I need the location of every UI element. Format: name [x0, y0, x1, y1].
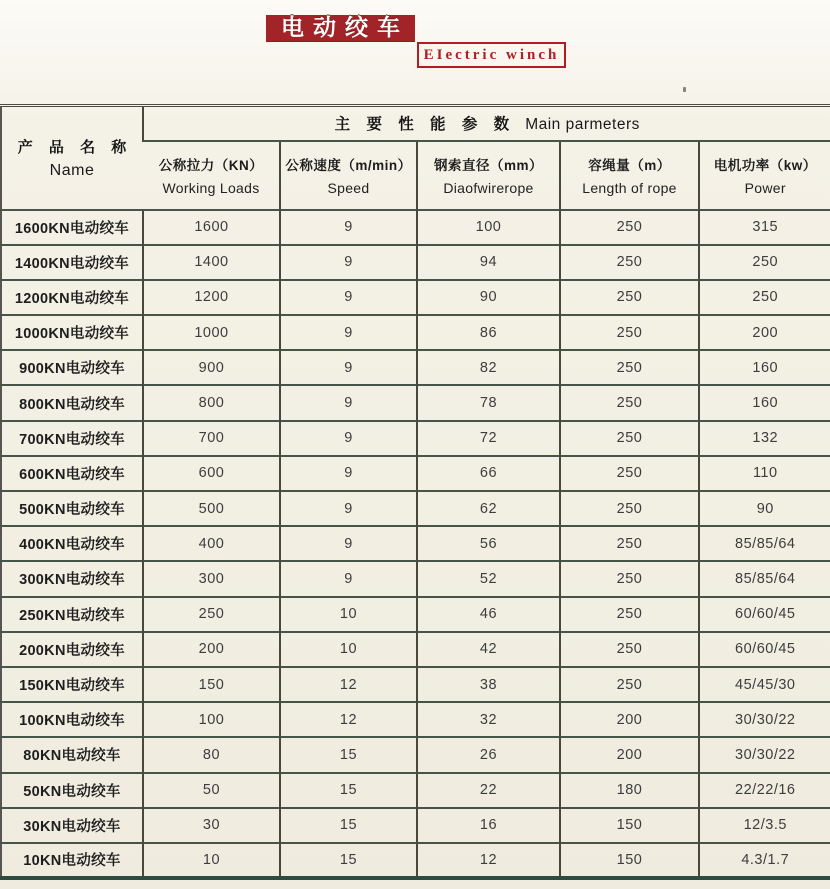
- product-name-cell: 1200KN电动绞车: [1, 280, 143, 315]
- value-cell: 45/45/30: [699, 667, 830, 702]
- value-cell: 12/3.5: [699, 808, 830, 843]
- value-cell: 9: [280, 561, 417, 596]
- table-row: [1, 350, 830, 385]
- value-cell: 9: [280, 385, 417, 420]
- value-cell: 250: [560, 456, 699, 491]
- value-cell: 1000: [143, 315, 280, 350]
- value-cell: 600: [143, 456, 280, 491]
- col-en-wire-diameter: Diaofwirerope: [443, 180, 534, 196]
- product-name-cell: 600KN电动绞车: [1, 456, 143, 491]
- table-header: [1, 106, 830, 210]
- table-row: [1, 210, 830, 245]
- table-row: [1, 773, 830, 808]
- value-cell: 1600: [143, 210, 280, 245]
- product-name-cell: 900KN电动绞车: [1, 350, 143, 385]
- table-row: [1, 456, 830, 491]
- name-header-zh: 产 品 名 称: [17, 138, 133, 156]
- value-cell: 9: [280, 315, 417, 350]
- product-name-cell: 300KN电动绞车: [1, 561, 143, 596]
- value-cell: 250: [560, 632, 699, 667]
- product-name-cell: 1600KN电动绞车: [1, 210, 143, 245]
- table-row: [1, 491, 830, 526]
- subtitle-box: [417, 42, 566, 68]
- value-cell: 30/30/22: [699, 702, 830, 737]
- value-cell: 100: [143, 702, 280, 737]
- table-row: [1, 843, 830, 878]
- column-header-speed: [280, 141, 417, 210]
- value-cell: 32: [417, 702, 560, 737]
- table-row: [1, 526, 830, 561]
- col-en-working-loads: Working Loads: [162, 180, 260, 196]
- value-cell: 1400: [143, 245, 280, 280]
- value-cell: 66: [417, 456, 560, 491]
- value-cell: 250: [560, 210, 699, 245]
- value-cell: 250: [560, 667, 699, 702]
- name-header-en: Name: [49, 161, 95, 179]
- value-cell: 150: [143, 667, 280, 702]
- value-cell: 22/22/16: [699, 773, 830, 808]
- product-name-cell: 400KN电动绞车: [1, 526, 143, 561]
- table-row: [1, 597, 830, 632]
- col-zh-power: 电机功率（kw）: [713, 158, 817, 173]
- value-cell: 85/85/64: [699, 526, 830, 561]
- value-cell: 90: [417, 280, 560, 315]
- column-header-working-loads: [143, 141, 280, 210]
- value-cell: 110: [699, 456, 830, 491]
- value-cell: 500: [143, 491, 280, 526]
- value-cell: 10: [280, 597, 417, 632]
- col-en-power: Power: [744, 180, 786, 196]
- value-cell: 26: [417, 737, 560, 772]
- value-cell: 160: [699, 385, 830, 420]
- value-cell: 100: [417, 210, 560, 245]
- col-en-speed: Speed: [327, 180, 370, 196]
- value-cell: 1200: [143, 280, 280, 315]
- table-row: [1, 280, 830, 315]
- value-cell: 78: [417, 385, 560, 420]
- value-cell: 250: [560, 315, 699, 350]
- value-cell: 52: [417, 561, 560, 596]
- value-cell: 400: [143, 526, 280, 561]
- value-cell: 9: [280, 526, 417, 561]
- value-cell: 30/30/22: [699, 737, 830, 772]
- column-header-wire-diameter: [417, 141, 560, 210]
- product-name-cell: 800KN电动绞车: [1, 385, 143, 420]
- value-cell: 250: [143, 597, 280, 632]
- value-cell: 60/60/45: [699, 632, 830, 667]
- value-cell: 200: [560, 702, 699, 737]
- title-banner: [266, 15, 415, 41]
- value-cell: 300: [143, 561, 280, 596]
- column-header-rope-length: [560, 141, 699, 210]
- value-cell: 15: [280, 843, 417, 878]
- value-cell: 85/85/64: [699, 561, 830, 596]
- value-cell: 46: [417, 597, 560, 632]
- value-cell: 22: [417, 773, 560, 808]
- value-cell: 250: [699, 280, 830, 315]
- value-cell: 250: [560, 561, 699, 596]
- value-cell: 250: [560, 526, 699, 561]
- value-cell: 56: [417, 526, 560, 561]
- value-cell: 9: [280, 210, 417, 245]
- value-cell: 90: [699, 491, 830, 526]
- value-cell: 9: [280, 245, 417, 280]
- value-cell: 200: [143, 632, 280, 667]
- value-cell: 12: [417, 843, 560, 878]
- product-name-cell: 200KN电动绞车: [1, 632, 143, 667]
- value-cell: 9: [280, 350, 417, 385]
- table-row: [1, 245, 830, 280]
- value-cell: 250: [699, 245, 830, 280]
- spec-table: [0, 104, 830, 880]
- product-name-cell: 50KN电动绞车: [1, 773, 143, 808]
- main-header-row: [1, 106, 830, 141]
- product-name-cell: 100KN电动绞车: [1, 702, 143, 737]
- product-name-cell: 500KN电动绞车: [1, 491, 143, 526]
- value-cell: 4.3/1.7: [699, 843, 830, 878]
- value-cell: 160: [699, 350, 830, 385]
- value-cell: 9: [280, 456, 417, 491]
- value-cell: 9: [280, 421, 417, 456]
- value-cell: 42: [417, 632, 560, 667]
- value-cell: 250: [560, 350, 699, 385]
- col-zh-rope-length: 容绳量（m）: [588, 158, 671, 173]
- value-cell: 200: [699, 315, 830, 350]
- table-row: [1, 421, 830, 456]
- product-name-cell: 700KN电动绞车: [1, 421, 143, 456]
- table-row: [1, 667, 830, 702]
- value-cell: 38: [417, 667, 560, 702]
- table-row: [1, 315, 830, 350]
- main-header-zh: 主 要 性 能 参 数: [334, 116, 516, 134]
- product-name-cell: 30KN电动绞车: [1, 808, 143, 843]
- value-cell: 15: [280, 808, 417, 843]
- col-zh-wire-diameter: 钢索直径（mm）: [433, 158, 543, 173]
- value-cell: 315: [699, 210, 830, 245]
- name-column-header: [1, 106, 143, 210]
- value-cell: 200: [560, 737, 699, 772]
- value-cell: 150: [560, 808, 699, 843]
- value-cell: 15: [280, 773, 417, 808]
- table-row: [1, 737, 830, 772]
- col-zh-speed: 公称速度（m/min）: [285, 158, 412, 173]
- table-row: [1, 561, 830, 596]
- product-name-cell: 1400KN电动绞车: [1, 245, 143, 280]
- table-row: [1, 632, 830, 667]
- table-row: [1, 385, 830, 420]
- value-cell: 15: [280, 737, 417, 772]
- table-body: [1, 210, 830, 879]
- value-cell: 700: [143, 421, 280, 456]
- main-parameters-header: [143, 106, 830, 141]
- value-cell: 180: [560, 773, 699, 808]
- column-header-power: [699, 141, 830, 210]
- value-cell: 150: [560, 843, 699, 878]
- value-cell: 50: [143, 773, 280, 808]
- value-cell: 250: [560, 491, 699, 526]
- product-name-cell: 80KN电动绞车: [1, 737, 143, 772]
- col-en-rope-length: Length of rope: [582, 180, 677, 196]
- value-cell: 250: [560, 597, 699, 632]
- value-cell: 250: [560, 280, 699, 315]
- main-header-en: Main parmeters: [525, 116, 640, 134]
- value-cell: 60/60/45: [699, 597, 830, 632]
- value-cell: 12: [280, 702, 417, 737]
- value-cell: 12: [280, 667, 417, 702]
- col-zh-working-loads: 公称拉力（KN）: [158, 158, 264, 173]
- table-row: [1, 702, 830, 737]
- value-cell: 9: [280, 491, 417, 526]
- value-cell: 132: [699, 421, 830, 456]
- value-cell: 30: [143, 808, 280, 843]
- value-cell: 94: [417, 245, 560, 280]
- value-cell: 16: [417, 808, 560, 843]
- value-cell: 250: [560, 421, 699, 456]
- value-cell: 9: [280, 280, 417, 315]
- value-cell: 62: [417, 491, 560, 526]
- value-cell: 82: [417, 350, 560, 385]
- table-row: [1, 808, 830, 843]
- value-cell: 800: [143, 385, 280, 420]
- product-name-cell: 150KN电动绞车: [1, 667, 143, 702]
- product-name-cell: 250KN电动绞车: [1, 597, 143, 632]
- value-cell: 900: [143, 350, 280, 385]
- value-cell: 72: [417, 421, 560, 456]
- product-name-cell: 1000KN电动绞车: [1, 315, 143, 350]
- value-cell: 250: [560, 245, 699, 280]
- value-cell: 80: [143, 737, 280, 772]
- product-name-cell: 10KN电动绞车: [1, 843, 143, 878]
- page-subtitle: EIectric winch: [423, 47, 560, 63]
- value-cell: 10: [280, 632, 417, 667]
- scan-speck: [683, 87, 686, 92]
- value-cell: 86: [417, 315, 560, 350]
- value-cell: 250: [560, 385, 699, 420]
- page-title: 电动绞车: [281, 14, 409, 40]
- value-cell: 10: [143, 843, 280, 878]
